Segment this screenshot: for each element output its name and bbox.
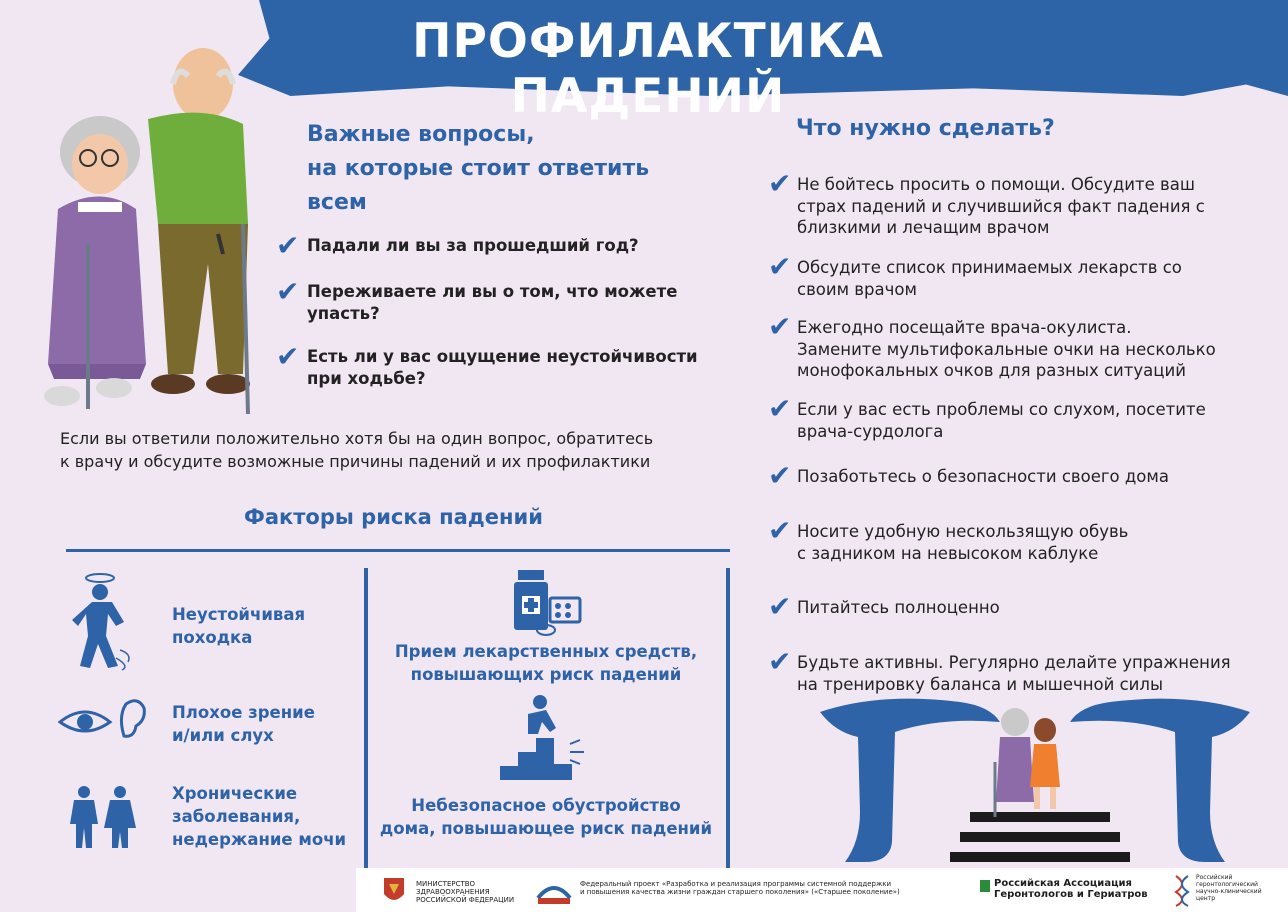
todo-line: Носите удобную нескользящую обувь (797, 522, 1129, 541)
question-item (307, 281, 677, 325)
todo-line: своим врачом (797, 279, 917, 299)
question-line: упасть? (307, 304, 380, 323)
todo-line: Обсудите список принимаемых лекарств со (797, 258, 1182, 277)
check-icon: ✔ (276, 275, 300, 308)
dna-logo-icon (1172, 874, 1192, 908)
ministry-line: ЗДРАВООХРАНЕНИЯ (416, 888, 490, 896)
todo-item (797, 317, 1216, 382)
unsteady-person-icon (72, 570, 142, 672)
todo-item (797, 466, 1169, 488)
question-line: Падали ли вы за прошедший год? (307, 236, 639, 255)
senior-generation-logo (534, 876, 574, 906)
project-line: и повышения качества жизни граждан старшего поколения» («Старшее поколение») (580, 888, 900, 896)
risk-label-line: заболевания, (172, 807, 301, 826)
eye-ear-icon (58, 696, 148, 746)
questions-heading-line: всем (307, 190, 367, 215)
todo-line: монофокальных очков для разных ситуаций (797, 361, 1186, 380)
advice-text (60, 427, 653, 473)
risk-factor-chronic (172, 782, 346, 851)
risk-label-line: Неустойчивая (172, 605, 306, 624)
center-line: центр (1196, 895, 1216, 902)
questions-heading-line: на которые стоит ответить (307, 156, 650, 181)
center-line: научно-клинический (1196, 888, 1262, 895)
advice-line: Если вы ответили положительно хотя бы на один вопрос, обратитесь (60, 429, 654, 448)
risk-column-divider (726, 568, 730, 868)
risk-factor-vision (172, 701, 315, 747)
todo-item (797, 652, 1231, 695)
todo-line: врача-сурдолога (797, 421, 944, 441)
elderly-couple-illustration (18, 24, 258, 424)
todo-line: Замените мультифокальные очки на несколько (797, 339, 1216, 359)
stairs-fall-icon (500, 694, 590, 784)
medication-icon (512, 570, 582, 636)
question-line: Есть ли у вас ощущение неустойчивости (307, 347, 698, 366)
center-line: Российский (1196, 874, 1233, 881)
page-title: ПРОФИЛАКТИКА ПАДЕНИЙ (412, 14, 884, 124)
risk-label-line: Прием лекарственных средств, (394, 642, 698, 661)
check-icon: ✔ (768, 645, 792, 678)
risk-factor-medication (376, 640, 716, 686)
association-name (994, 878, 1148, 900)
todo-item (797, 257, 1182, 300)
question-line: Переживаете ли вы о том, что можете (307, 282, 678, 301)
question-item (307, 346, 698, 390)
risk-label-line: походка (172, 628, 253, 647)
risk-heading: Факторы риска падений (244, 505, 543, 529)
check-icon: ✔ (276, 229, 300, 262)
check-icon: ✔ (768, 310, 792, 343)
risk-divider (66, 549, 730, 552)
ministry-line: РОССИЙСКОЙ ФЕДЕРАЦИИ (416, 896, 515, 904)
risk-label-line: дома, повышающее риск падений (379, 819, 713, 838)
check-icon: ✔ (768, 514, 792, 547)
risk-label-line: Небезопасное обустройство (411, 796, 681, 815)
todo-item (797, 597, 1000, 619)
project-line: Федеральный проект «Разработка и реализация программы системной поддержки (580, 880, 892, 888)
risk-factor-home (366, 794, 726, 840)
check-icon: ✔ (276, 340, 300, 373)
risk-factor-gait (172, 603, 305, 649)
todo-heading: Что нужно сделать? (796, 116, 1055, 141)
risk-label-line: недержание мочи (172, 830, 347, 849)
todo-line: Будьте активны. Регулярно делайте упражнения (797, 653, 1231, 672)
todo-line: близкими и лечащим врачом (797, 218, 1050, 237)
ministry-name (416, 880, 514, 904)
todo-line: с задником на невысоком каблуке (797, 543, 1099, 563)
todo-line: Позаботьтесь о безопасности своего дома (797, 467, 1169, 486)
trees-crosswalk-illustration (820, 692, 1250, 867)
advice-line: к врачу и обсудите возможные причины падений и их профилактики (60, 452, 651, 471)
todo-item (797, 399, 1206, 442)
todo-item (797, 174, 1205, 239)
association-line: Российская Ассоциация (994, 878, 1132, 889)
association-logo-icon (980, 880, 990, 892)
todo-line: Не бойтесь просить о помощи. Обсудите ваш (797, 175, 1195, 194)
restroom-icon (70, 784, 138, 852)
association-line: Геронтологов и Гериатров (994, 889, 1148, 900)
check-icon: ✔ (768, 392, 792, 425)
check-icon: ✔ (768, 250, 792, 283)
ministry-line: МИНИСТЕРСТВО (416, 880, 476, 888)
todo-line: на тренировку баланса и мышечной силы (797, 674, 1163, 694)
risk-label-line: Хронические (172, 784, 298, 803)
questions-heading-line: Важные вопросы, (307, 122, 535, 147)
check-icon: ✔ (768, 590, 792, 623)
risk-label-line: Плохое зрение (172, 703, 315, 722)
federal-project-text (580, 880, 900, 896)
check-icon: ✔ (768, 459, 792, 492)
todo-line: Ежегодно посещайте врача-окулиста. (797, 318, 1132, 337)
todo-line: Если у вас есть проблемы со слухом, посетите (797, 400, 1206, 419)
check-icon: ✔ (768, 167, 792, 200)
todo-line: страх падений и случившийся факт падения с (797, 196, 1205, 216)
todo-line: Питайтесь полноценно (797, 598, 1000, 617)
ministry-emblem-icon (382, 876, 406, 906)
risk-label-line: и/или слух (172, 726, 274, 745)
todo-item (797, 521, 1128, 564)
footer (356, 868, 1288, 912)
center-line: геронтологический (1196, 881, 1258, 888)
questions-heading (307, 118, 649, 220)
question-line: при ходьбе? (307, 369, 426, 388)
risk-label-line: повышающих риск падений (410, 665, 682, 684)
question-item (307, 235, 639, 257)
gerontology-center-name (1196, 874, 1262, 902)
